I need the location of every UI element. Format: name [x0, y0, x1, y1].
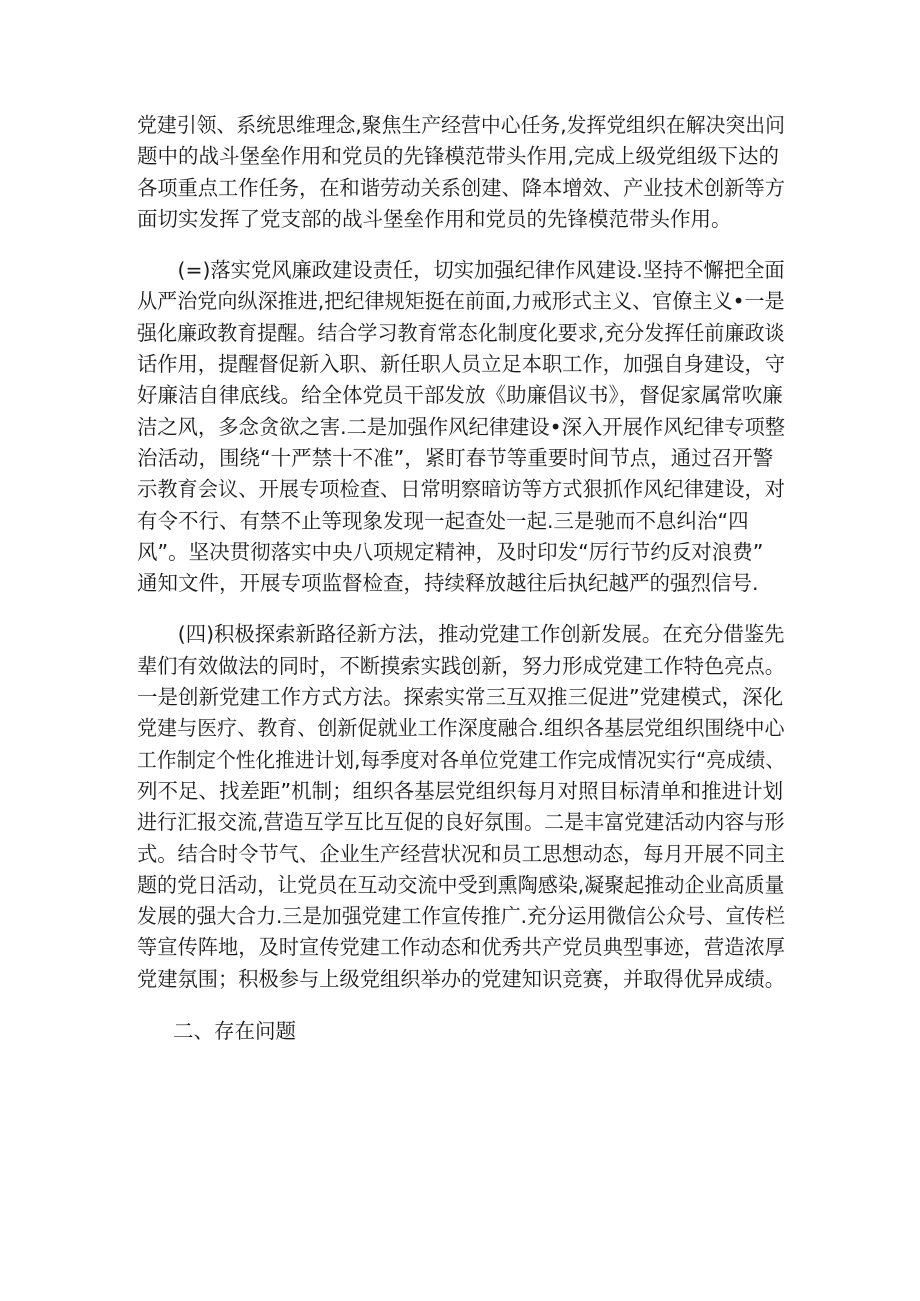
text-line: 通知文件，开展专项监督检查，持续释放越往后执纪越严的强烈信号. — [137, 571, 759, 596]
text-line: 式。结合时令节气、企业生产经营状况和员工思想动态，每月开展不同主 — [137, 841, 785, 866]
text-line: 好廉洁自律底线。给全体党员干部发放《助廉倡议书》，督促家属常吹廉 — [137, 383, 783, 408]
text-line: 面切实发挥了党支部的战斗堡垒作用和党员的先锋模范带头作用。 — [137, 206, 732, 231]
text-line: 话作用，提醒督促新入职、新任职人员立足本职工作，加强自身建设，守 — [137, 352, 785, 377]
text-line: 各项重点工作任务，在和谐劳动关系创建、降本增效、产业技术创新等方 — [137, 175, 785, 200]
text-line: 风”。坚决贯彻落实中央八项规定精神，及时印发“厉行节约反对浪费” — [137, 539, 764, 564]
paragraph-3 — [137, 619, 785, 995]
text-line: 工作制定个性化推进计划,每季度对各单位党建工作完成情况实行“亮成绩、 — [137, 747, 786, 772]
text-line: (四)积极探索新路径新方法，推动党建工作创新发展。在充分借鉴先 — [137, 622, 785, 647]
text-line: 从严治党向纵深推进,把纪律规矩挺在前面,力戒形式主义、官僚主义•一是 — [137, 289, 785, 314]
text-line: 进行汇报交流,营造互学互比互促的良好氛围。二是丰富党建活动内容与形 — [137, 810, 785, 835]
text-line: 党建与医疗、教育、创新促就业工作深度融合.组织各基层党组织围绕中心 — [137, 716, 785, 741]
document-page — [137, 110, 785, 1047]
text-line: 强化廉政教育提醒。结合学习教育常态化制度化要求,充分发挥任前廉政谈 — [137, 320, 785, 345]
text-line: 示教育会议、开展专项检查、日常明察暗访等方式狠抓作风纪律建设，对 — [137, 477, 785, 502]
text-line: 党建引领、系统思维理念,聚焦生产经营中心任务,发挥党组织在解决突出问 — [137, 113, 786, 137]
text-line: 等宣传阵地，及时宣传党建工作动态和优秀共产党员典型事迹，营造浓厚 — [137, 935, 785, 960]
text-line: 发展的强大合力.三是加强党建工作宣传推广.充分运用微信公众号、宣传栏 — [137, 904, 786, 929]
section-heading: 二、存在问题 — [173, 1019, 296, 1044]
text-line: 党建氛围；积极参与上级党组织举办的党建知识竞赛，并取得优异成绩。 — [137, 966, 785, 991]
text-line: 列不足、找差距”机制；组织各基层党组织每月对照目标清单和推进计划 — [137, 778, 784, 803]
text-line: 洁之风，多念贪欲之害.二是加强作风纪律建设•深入开展作风纪律专项整 — [137, 414, 786, 439]
text-line: (=)落实党风廉政建设责任，切实加强纪律作风建设.坚持不懈把全面 — [137, 258, 785, 283]
text-line: 题中的战斗堡垒作用和党员的先锋模范带头作用,完成上级党组级下达的 — [137, 144, 780, 169]
text-line: 辈们有效做法的同时，不断摸索实践创新，努力形成党建工作特色亮点。 — [137, 653, 785, 678]
text-line: 治活动，围绕“十严禁十不准”，紧盯春节等重要时间节点，通过召开警 — [137, 445, 774, 470]
paragraph-1 — [137, 110, 785, 235]
text-line: 一是创新党建工作方式方法。探索实常三互双推三促进”党建模式，深化 — [137, 685, 784, 710]
text-line: 题的党日活动，让党员在互动交流中受到熏陶感染,凝聚起推动企业高质量 — [137, 872, 785, 897]
paragraph-2 — [137, 255, 785, 599]
text-line: 有令不行、有禁不止等现象发现一起查处一起.三是驰而不息纠治“四 — [137, 508, 749, 533]
